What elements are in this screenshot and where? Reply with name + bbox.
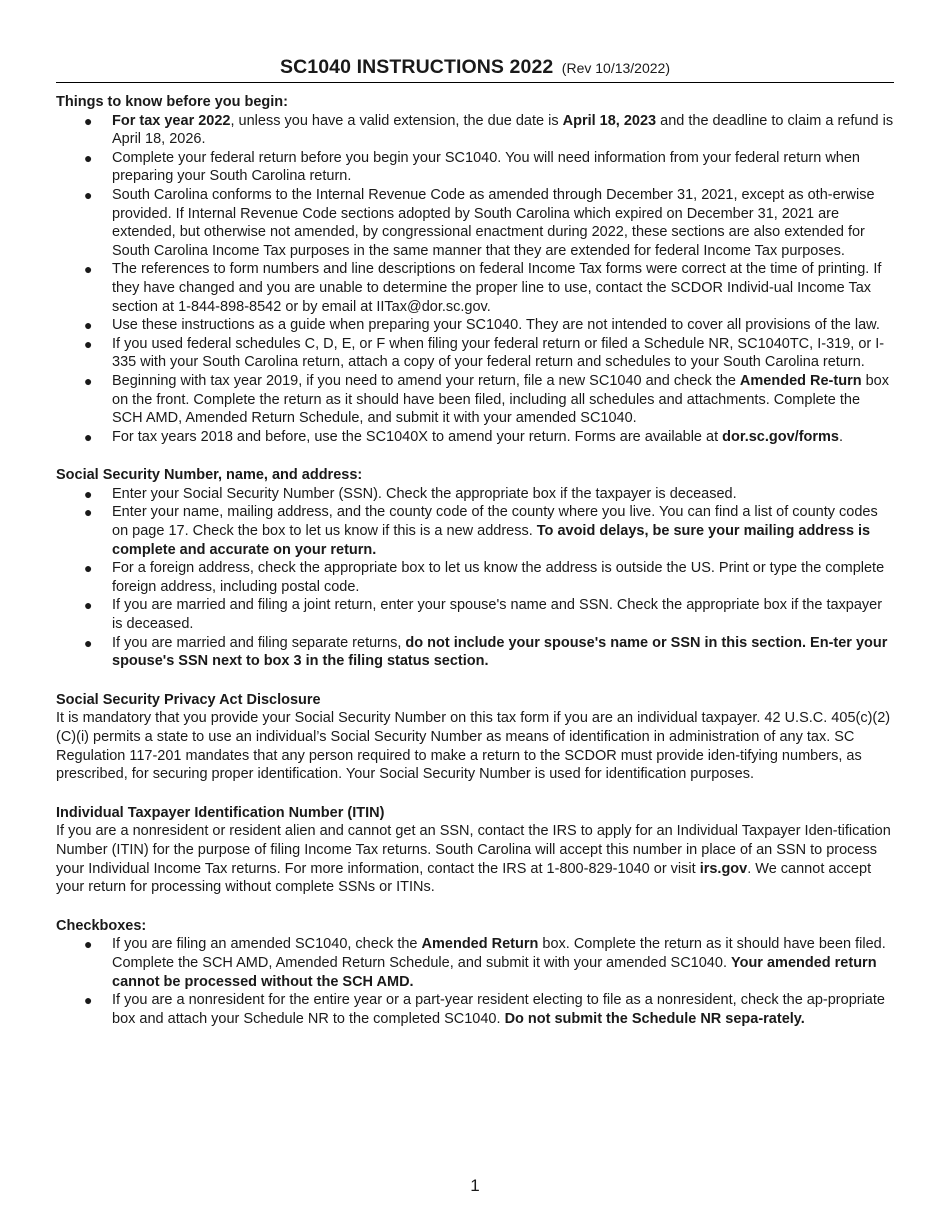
list-item: [56, 503, 894, 559]
item-text: .: [838, 428, 844, 445]
bold-text: To avoid delays, be sure your mailing address is complete and accurate on your return.: [112, 523, 871, 558]
list-item: [56, 559, 894, 596]
item-text: South Carolina conforms to the Internal Revenue Code as amended through December 31, 2021, except as oth-erwise provided. If Internal Revenue Code sections adopted by South Carolina which expired on December 31, 2021 are extended, but otherwise not amended, by congressional enactment during 2022, these sections are also extended for South Carolina Income Tax purposes in the same manner that they are extended for federal Income Tax purposes.: [112, 186, 875, 259]
section-heading: Things to know before you begin:: [56, 94, 288, 110]
itin-paragraph: [56, 822, 894, 896]
bullet-icon: ●: [84, 936, 93, 953]
bullet-icon: ●: [84, 261, 93, 278]
item-text: box. Complete the return as it should have been filed. Complete the SCH AMD, Amended Return Schedule, and submit it with your amended SC1040.: [112, 936, 886, 971]
bullet-icon: ●: [84, 597, 93, 614]
bullet-icon: ●: [84, 634, 93, 651]
item-text: If you used federal schedules C, D, E, or F when filing your federal return or filed a Schedule NR, SC1040TC, I-319, or I-335 with your South Carolina return, attach a copy of your federal return and schedules to your South Carolina return.: [112, 335, 885, 371]
bullet-icon: ●: [84, 317, 93, 334]
section-heading: Social Security Privacy Act Disclosure: [56, 691, 321, 708]
item-text: If you are a nonresident for the entire year or a part-year resident electing to file as a nonresident, check the ap-propriate box and attach your Schedule NR to the completed SC1040.: [112, 992, 885, 1027]
list-item: [56, 991, 894, 1028]
item-text: and the deadline to claim a refund is April 18, 2026.: [112, 112, 894, 148]
bullet-icon: ●: [84, 149, 93, 166]
item-text: Enter your name, mailing address, and the county code of the county where you live. You can find a list of county codes on page 17. Check the box to let us know if this is a new address.: [112, 504, 878, 540]
revision-date: (Rev 10/13/2022): [561, 60, 670, 76]
bullet-icon: ●: [84, 372, 93, 389]
section-itin: [56, 804, 894, 897]
bullet-icon: ●: [84, 485, 93, 502]
list-item: [56, 260, 894, 316]
item-text: Use these instructions as a guide when preparing your SC1040. They are not intended to cover all provisions of the law.: [112, 317, 880, 334]
bullet-icon: ●: [84, 560, 93, 577]
bullet-icon: ●: [84, 992, 93, 1009]
list-item: [56, 112, 894, 149]
list-item: [56, 316, 894, 335]
item-text: . We cannot accept your return for processing without complete SSNs or ITINs.: [56, 860, 872, 896]
bullet-icon: ●: [84, 428, 93, 445]
list-item: [56, 596, 894, 633]
bold-text: Amended Re-turn: [739, 372, 862, 389]
bullet-list: [56, 112, 894, 447]
bold-text: April 18, 2023: [562, 112, 657, 129]
item-text: If you are married and filing a joint return, enter your spouse's name and SSN. Check the appropriate box if the taxpayer is deceased.: [112, 597, 883, 633]
item-text: box on the front. Complete the return as it should have been filed, including all schedules and attachments. Complete the SCH AMD, Amended Return Schedule, and submit it with your amended SC1040.: [112, 372, 889, 427]
item-text: Enter your Social Security Number (SSN). Check the appropriate box if the taxpayer is deceased.: [112, 485, 737, 502]
document-page: [56, 56, 894, 1028]
bullet-list: [56, 485, 894, 671]
section-checkboxes: [56, 917, 894, 1029]
title-row: [56, 56, 894, 82]
bold-text: Do not submit the Schedule NR sepa-rately.: [504, 1010, 805, 1027]
bullet-icon: ●: [84, 186, 93, 203]
bullet-icon: ●: [84, 504, 93, 521]
forms-link-text: dor.sc.gov/forms: [722, 428, 839, 445]
list-item: [56, 149, 894, 186]
bold-text: do not include your spouse's name or SSN in this section. En-ter your spouse's SSN next to box 3 in the filing status section.: [112, 634, 888, 670]
irs-link-text: irs.gov: [699, 860, 748, 877]
list-item: [56, 335, 894, 372]
section-privacy-act: [56, 691, 894, 784]
privacy-paragraph: It is mandatory that you provide your Social Security Number on this tax form if you are an individual taxpayer. 42 U.S.C. 405(c)(2)(C)(i) permits a state to use an individual’s Social Security Number as means of identification in administration of any tax. SC Regulation 117-201 mandates that any person required to make a return to the SCDOR must provide iden-tifying numbers, as prescribed, for securing proper identification. Your Social Security Number is used for identification purposes.: [56, 710, 891, 783]
item-text: For a foreign address, check the appropriate box to let us know the address is outside the US. Print or type the complete foreign address, including postal code.: [112, 560, 885, 595]
list-item: [56, 372, 894, 428]
item-text: Complete your federal return before you begin your SC1040. You will need information from your federal return when preparing your South Carolina return.: [112, 149, 860, 185]
item-text: The references to form numbers and line descriptions on federal Income Tax forms were correct at the time of printing. If they have changed and you are unable to determine the proper line to use, contact the SCDOR Individ-ual Income Tax section at 1-844-898-8542 or by email at IITax@dor.sc.gov.: [112, 261, 882, 315]
bold-text: Amended Return: [421, 936, 539, 953]
list-item: [56, 186, 894, 260]
section-heading: Individual Taxpayer Identification Number (ITIN): [56, 804, 385, 821]
title-rule: [56, 82, 894, 83]
section-heading: Checkboxes:: [56, 917, 147, 934]
section-before-you-begin: [56, 93, 894, 446]
list-item: [56, 634, 894, 671]
item-text: If you are filing an amended SC1040, check the: [112, 936, 422, 953]
item-text: If you are married and filing separate returns,: [112, 634, 406, 651]
section-ssn-name-address: [56, 466, 894, 671]
list-item: [56, 428, 894, 447]
bullet-list: [56, 935, 894, 1028]
item-text: For tax years 2018 and before, use the SC1040X to amend your return. Forms are available at: [112, 428, 723, 445]
list-item: [56, 935, 894, 991]
item-text: , unless you have a valid extension, the due date is: [230, 112, 563, 129]
bold-text: For tax year 2022: [112, 112, 231, 129]
item-text: Beginning with tax year 2019, if you need to amend your return, file a new SC1040 and check the: [112, 372, 740, 389]
bullet-icon: ●: [84, 112, 93, 129]
list-item: [56, 485, 894, 504]
section-heading: Social Security Number, name, and address:: [56, 467, 363, 484]
page-title: SC1040 INSTRUCTIONS 2022: [280, 56, 554, 78]
bullet-icon: ●: [84, 335, 93, 352]
bold-text: Your amended return cannot be processed without the SCH AMD.: [112, 954, 877, 990]
page-number: 1: [470, 1176, 480, 1195]
item-text: If you are a nonresident or resident alien and cannot get an SSN, contact the IRS to apply for an Individual Taxpayer Iden-tification Number (ITIN) for the purpose of filing Income Tax returns. South Carolina will accept this number in place of an SSN to process your Individual Income Tax returns. For more information, contact the IRS at 1-800-829-1040 or visit: [56, 823, 891, 877]
